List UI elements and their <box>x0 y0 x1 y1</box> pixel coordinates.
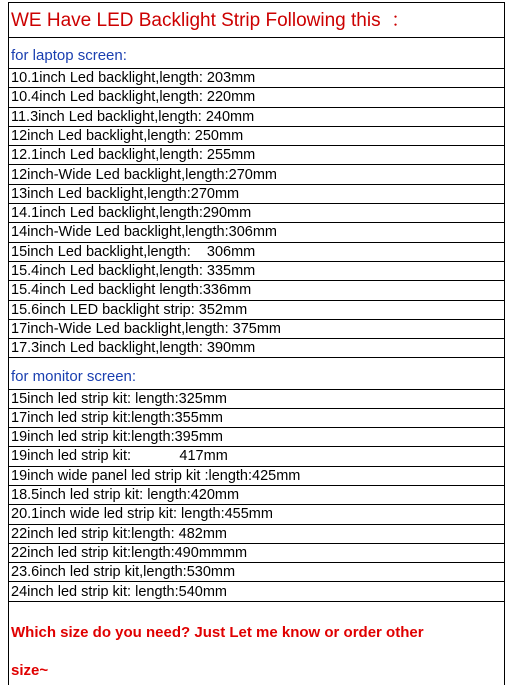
monitor-item: 23.6inch led strip kit,length:530mm <box>9 563 504 582</box>
monitor-item: 18.5inch led strip kit: length:420mm <box>9 486 504 505</box>
laptop-item: 13inch Led backlight,length:270mm <box>9 185 504 204</box>
laptop-item: 15.4inch Led backlight length:336mm <box>9 281 504 300</box>
laptop-item: 14inch-Wide Led backlight,length:306mm <box>9 223 504 242</box>
laptop-item: 10.1inch Led backlight,length: 203mm <box>9 69 504 88</box>
monitor-item: 17inch led strip kit:length:355mm <box>9 409 504 428</box>
spec-sheet <box>8 2 505 685</box>
monitor-item: 20.1inch wide led strip kit: length:455mm <box>9 505 504 524</box>
monitor-item: 19inch led strip kit: 417mm <box>9 447 504 466</box>
monitor-section-heading: for monitor screen: <box>9 359 504 390</box>
laptop-item: 12.1inch Led backlight,length: 255mm <box>9 146 504 165</box>
monitor-item: 19inch wide panel led strip kit :length:425mm <box>9 467 504 486</box>
monitor-item: 22inch led strip kit:length: 482mm <box>9 525 504 544</box>
page-title: WE Have LED Backlight Strip Following this ： <box>9 2 504 38</box>
monitor-item: 22inch led strip kit:length:490mmmm <box>9 544 504 563</box>
laptop-item: 15inch Led backlight,length: 306mm <box>9 243 504 262</box>
laptop-item: 11.3inch Led backlight,length: 240mm <box>9 108 504 127</box>
laptop-item: 12inch-Wide Led backlight,length:270mm <box>9 166 504 185</box>
monitor-item: 19inch led strip kit:length:395mm <box>9 428 504 447</box>
monitor-item: 15inch led strip kit: length:325mm <box>9 390 504 409</box>
laptop-item: 17.3inch Led backlight,length: 390mm <box>9 339 504 358</box>
laptop-item: 17inch-Wide Led backlight,length: 375mm <box>9 320 504 339</box>
laptop-item: 15.4inch Led backlight,length: 335mm <box>9 262 504 281</box>
laptop-item: 15.6inch LED backlight strip: 352mm <box>9 301 504 320</box>
laptop-item: 14.1inch Led backlight,length:290mm <box>9 204 504 223</box>
laptop-item: 10.4inch Led backlight,length: 220mm <box>9 88 504 107</box>
monitor-item: 24inch led strip kit: length:540mm <box>9 583 504 602</box>
footer-call-to-action-end: size~ <box>11 662 49 679</box>
laptop-section-heading: for laptop screen: <box>9 38 504 69</box>
laptop-item: 12inch Led backlight,length: 250mm <box>9 127 504 146</box>
footer-call-to-action: Which size do you need? Just Let me know or order other <box>11 624 424 641</box>
